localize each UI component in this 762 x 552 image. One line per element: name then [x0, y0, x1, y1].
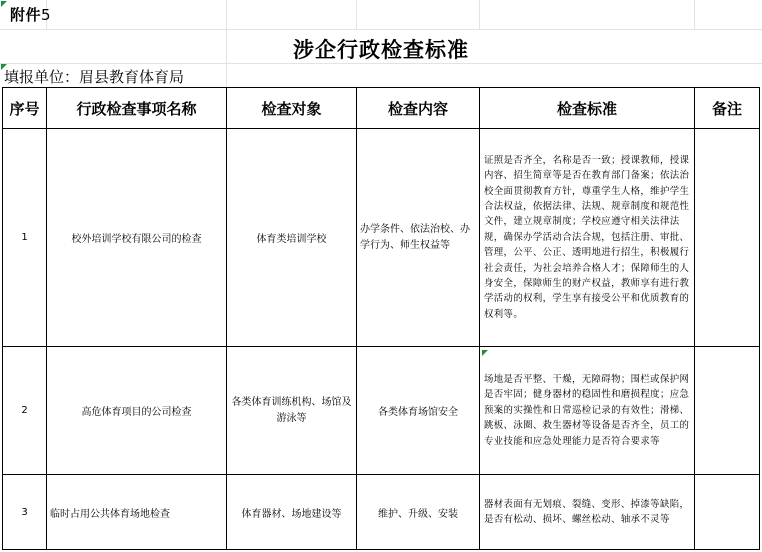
table-row — [3, 475, 760, 550]
table-row — [3, 129, 760, 347]
header-standard: 检查标准 — [480, 88, 695, 129]
reporting-unit: 填报单位：眉县教育体育局 — [4, 68, 185, 86]
cell-object: 体育器材、场地建设等 — [227, 475, 357, 550]
header-object: 检查对象 — [227, 88, 357, 129]
annex-number: 5 — [41, 6, 52, 24]
cell-remark — [695, 347, 760, 475]
cell-seq: 1 — [3, 129, 47, 347]
page-title: 涉企行政检查标准 — [293, 37, 469, 62]
cell-standard: 器材表面有无划痕、裂缝、变形、掉漆等缺陷，是否有松动、损坏、螺丝松动、轴承不灵等 — [480, 475, 695, 550]
cell-seq: 2 — [3, 347, 47, 475]
cell-object: 各类体育训练机构、场馆及游泳等 — [227, 347, 357, 475]
cell-item-name: 校外培训学校有限公司的检查 — [47, 129, 227, 347]
header-content: 检查内容 — [357, 88, 480, 129]
header-remark: 备注 — [695, 88, 760, 129]
annex-label: 附件5 — [10, 6, 52, 24]
header-seq: 序号 — [3, 88, 47, 129]
cell-remark — [695, 129, 760, 347]
gridline — [479, 0, 480, 30]
cell-seq: 3 — [3, 475, 47, 550]
gridline — [356, 0, 357, 30]
gridline — [694, 0, 695, 30]
table-row — [3, 347, 760, 475]
table-header-row — [3, 88, 760, 129]
cell-item-name: 高危体育项目的公司检查 — [47, 347, 227, 475]
cell-content: 维护、升级、安装 — [357, 475, 480, 550]
inspection-standards-table — [2, 87, 760, 550]
cell-standard: 场地是否平整、干燥，无障碍物；围栏或保护网是否牢固；健身器材的稳固性和磨损程度；应急预案的实操性和日常巡检记录的有效性；滑梯、跳板、泳圈、救生器材等设备是否齐全，员工的专业技能和应急处理能力是否符合要求等 — [480, 347, 695, 475]
cell-content: 各类体育场馆安全 — [357, 347, 480, 475]
header-item-name: 行政检查事项名称 — [47, 88, 227, 129]
cell-content: 办学条件、依法治校、办学行为、师生权益等 — [357, 129, 480, 347]
cell-standard: 证照是否齐全，名称是否一致；授课教师，授课内容、招生简章等是否在教育部门备案；依法治校全面贯彻教育方针，尊重学生人格，维护学生合法权益，依据法律、法规、规章制度和规范性文件，建立规章制度；学校应遵守相关法律法规，确保办学活动合法合规，包括注册、审批、管理，公平、公正、透明地进行招生，积极履行社会责任，为社会培养合格人才；保障师生的人身安全，保障师生的财产权益，教师享有进行教学活动的权利，学生享有接受公平和优质教育的权利等。 — [480, 129, 695, 347]
cell-object: 体育类培训学校 — [227, 129, 357, 347]
cell-comment-marker — [1, 1, 7, 7]
cell-remark — [695, 475, 760, 550]
gridline — [0, 29, 762, 30]
cell-item-name: 临时占用公共体育场地检查 — [47, 475, 227, 550]
